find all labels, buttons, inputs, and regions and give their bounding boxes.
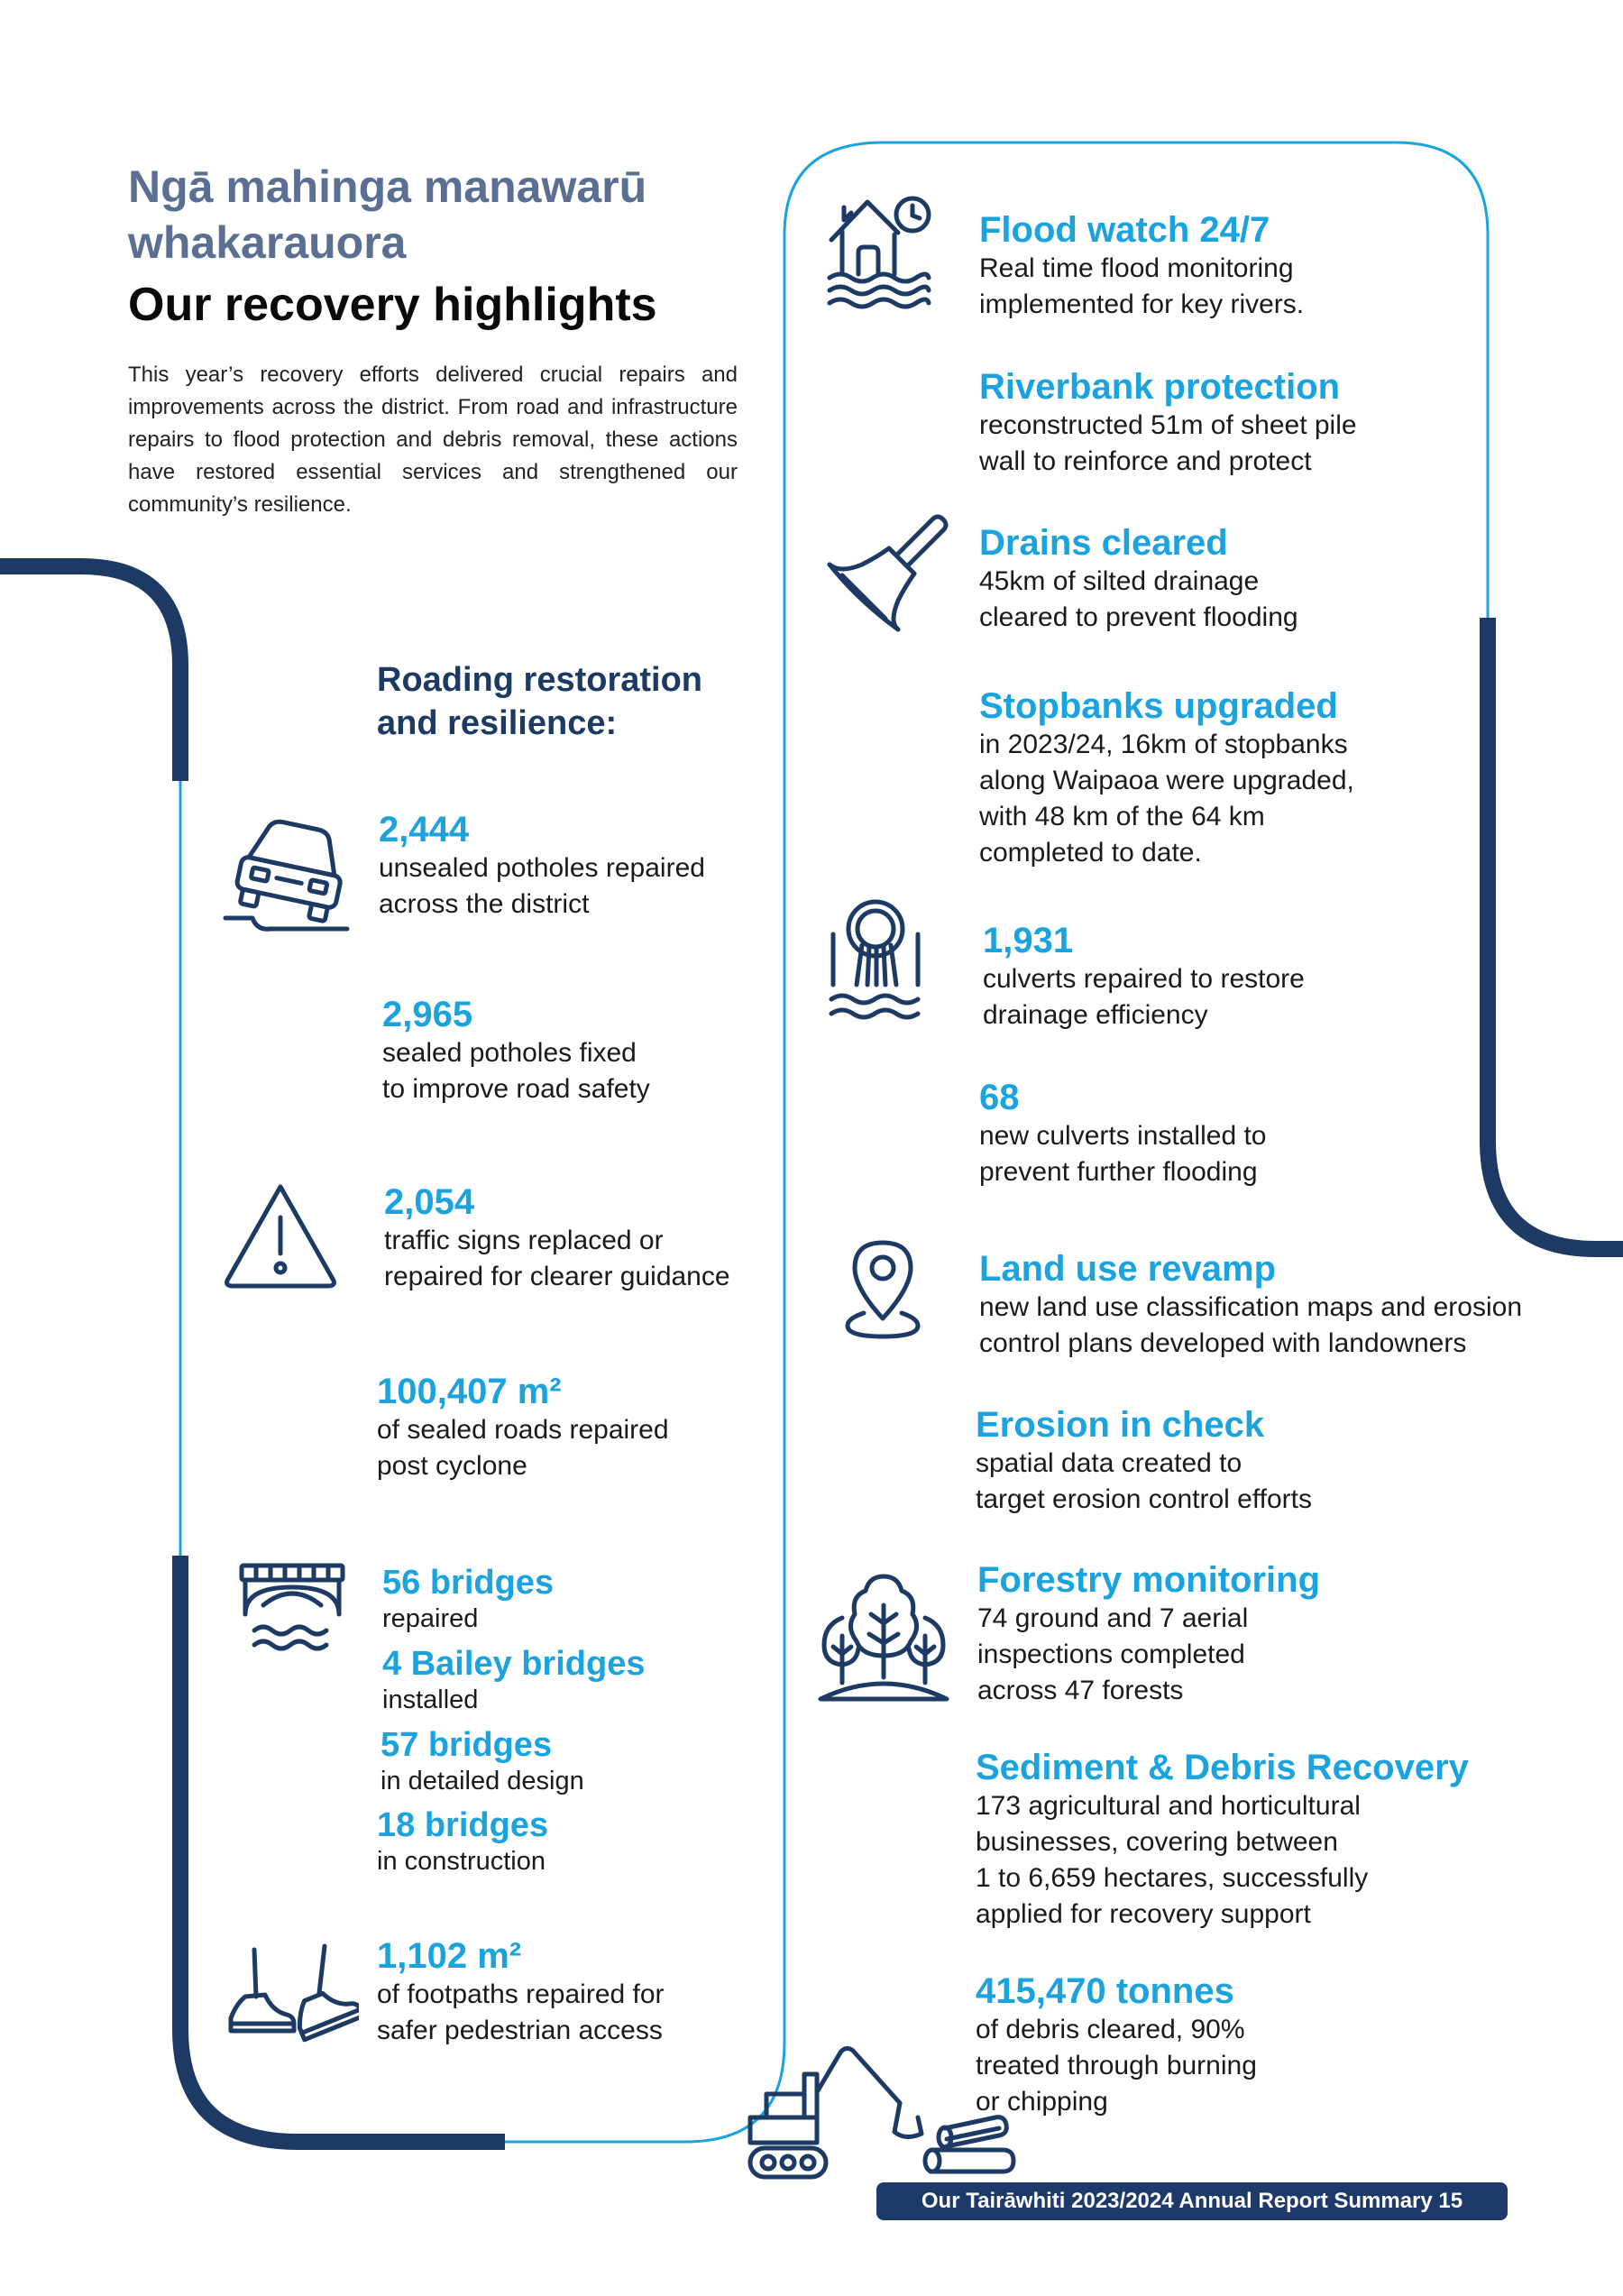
item-title: Drains cleared <box>979 523 1228 563</box>
item-line: target erosion control efforts <box>976 1484 1312 1514</box>
bridge-desc: repaired <box>382 1604 479 1633</box>
item-line: 74 ground and 7 aerial <box>977 1603 1249 1633</box>
stat-sealed-roads <box>377 1371 669 1484</box>
riverbank-protection <box>979 366 1357 480</box>
item-line: drainage efficiency <box>983 1000 1208 1030</box>
item-title: 68 <box>979 1078 1020 1117</box>
item-line: with 48 km of the 64 km <box>979 802 1265 831</box>
item-line: new land use classification maps and erosion <box>979 1292 1523 1322</box>
plunger-icon <box>822 510 949 633</box>
item-line: of debris cleared, 90% <box>976 2015 1245 2044</box>
item-line: treated through burning <box>976 2051 1257 2080</box>
item-line: 45km of silted drainage <box>979 566 1260 596</box>
item-title: Flood watch 24/7 <box>979 210 1270 250</box>
bridges-design <box>381 1725 584 1797</box>
debris-tonnes <box>976 1970 1257 2120</box>
bridges-construction <box>377 1805 548 1878</box>
bridge-value: 18 bridges <box>377 1806 549 1844</box>
item-line: across 47 forests <box>977 1676 1184 1705</box>
item-title: Forestry monitoring <box>977 1560 1321 1600</box>
stat-desc-line2: repaired for clearer guidance <box>384 1262 730 1291</box>
forestry-monitoring <box>977 1559 1320 1709</box>
item-title: Stopbanks upgraded <box>979 686 1338 726</box>
bridges-repaired <box>382 1563 554 1635</box>
stat-desc-line1: sealed potholes fixed <box>382 1038 637 1068</box>
item-line: spatial data created to <box>976 1448 1242 1478</box>
stat-value: 2,054 <box>384 1182 475 1222</box>
stat-desc-line2: across the district <box>379 889 590 919</box>
stat-desc-line2: safer pedestrian access <box>377 2016 663 2045</box>
item-line: new culverts installed to <box>979 1121 1267 1151</box>
bridge-value: 57 bridges <box>381 1726 553 1764</box>
item-line: in 2023/24, 16km of stopbanks <box>979 730 1348 759</box>
item-title: Erosion in check <box>976 1405 1265 1445</box>
sediment-debris-recovery <box>976 1747 1469 1933</box>
item-line: implemented for key rivers. <box>979 289 1305 319</box>
item-line: cleared to prevent flooding <box>979 602 1298 632</box>
roading-heading <box>377 658 702 745</box>
item-title: Land use revamp <box>979 1249 1277 1289</box>
bridge-value: 4 Bailey bridges <box>382 1645 646 1683</box>
intro-paragraph: This year’s recovery efforts delivered crucial repairs and improvements across the district. From road and infrastructure repairs to flood protection and debris removal, these actions have restored essential services and strengthened our community’s resilience. <box>128 363 738 517</box>
bridge-icon <box>236 1560 348 1654</box>
land-use-revamp <box>979 1248 1522 1362</box>
item-line: inspections completed <box>977 1639 1245 1669</box>
stat-desc-line1: unsealed potholes repaired <box>379 853 705 883</box>
culverts-repaired <box>983 920 1305 1033</box>
item-line: along Waipaoa were upgraded, <box>979 766 1354 795</box>
item-line: applied for recovery support <box>976 1899 1311 1929</box>
footer-banner: Our Tairāwhiti 2023/2024 Annual Report Summary 15 <box>876 2182 1508 2220</box>
stat-desc-line1: of sealed roads repaired <box>377 1415 669 1445</box>
bridge-desc: in detailed design <box>381 1767 584 1795</box>
item-line: completed to date. <box>979 838 1202 868</box>
stat-value: 1,102 m² <box>377 1936 522 1976</box>
item-line: Real time flood monitoring <box>979 253 1294 283</box>
bailey-bridges <box>382 1644 645 1716</box>
item-line: 1 to 6,659 hectares, successfully <box>976 1863 1369 1893</box>
item-line: 173 agricultural and horticultural <box>976 1791 1361 1821</box>
item-line: culverts repaired to restore <box>983 964 1305 994</box>
roading-heading-line2: and resilience: <box>377 704 618 742</box>
stat-sealed-potholes <box>382 994 650 1107</box>
stat-value: 2,965 <box>382 995 473 1034</box>
erosion-in-check <box>976 1404 1312 1518</box>
stat-desc-line1: traffic signs replaced or <box>384 1226 664 1255</box>
car-pothole-icon <box>216 812 352 938</box>
stat-unsealed-potholes <box>379 809 705 923</box>
item-line: businesses, covering between <box>976 1827 1338 1857</box>
item-line: prevent further flooding <box>979 1157 1258 1187</box>
flood-watch <box>979 209 1304 323</box>
stopbanks-upgraded <box>979 685 1354 871</box>
culverts-installed <box>979 1077 1267 1190</box>
item-line: reconstructed 51m of sheet pile <box>979 410 1357 440</box>
item-line: or chipping <box>976 2087 1108 2117</box>
stat-footpaths <box>377 1935 665 2049</box>
culvert-drain-icon <box>826 898 925 1024</box>
maori-title-line2: whakarauora <box>128 217 407 268</box>
stat-desc-line2: to improve road safety <box>382 1074 650 1104</box>
stat-desc-line2: post cyclone <box>377 1451 527 1481</box>
item-title: Riverbank protection <box>979 367 1341 407</box>
item-line: control plans developed with landowners <box>979 1328 1467 1358</box>
forest-trees-icon <box>815 1569 952 1704</box>
item-title: Sediment & Debris Recovery <box>976 1748 1469 1787</box>
drains-cleared <box>979 522 1298 636</box>
item-title: 415,470 tonnes <box>976 1971 1234 2011</box>
bridge-value: 56 bridges <box>382 1564 555 1602</box>
warning-sign-icon <box>222 1180 339 1291</box>
stat-desc-line1: of footpaths repaired for <box>377 1979 665 2009</box>
footsteps-shoes-icon <box>224 1941 359 2047</box>
stat-value: 2,444 <box>379 810 470 850</box>
location-pin-icon <box>842 1235 923 1342</box>
maori-title <box>128 159 646 271</box>
bridge-desc: installed <box>382 1685 479 1714</box>
page-title: Our recovery highlights <box>128 279 657 331</box>
maori-title-line1: Ngā mahinga manawarū <box>128 161 647 212</box>
bridge-desc: in construction <box>377 1847 546 1876</box>
item-title: 1,931 <box>983 921 1074 960</box>
stat-value: 100,407 m² <box>377 1372 562 1411</box>
flooded-house-clock-icon <box>826 188 934 310</box>
item-line: wall to reinforce and protect <box>979 446 1312 476</box>
roading-heading-line1: Roading restoration <box>377 661 703 699</box>
stat-traffic-signs <box>384 1181 730 1295</box>
